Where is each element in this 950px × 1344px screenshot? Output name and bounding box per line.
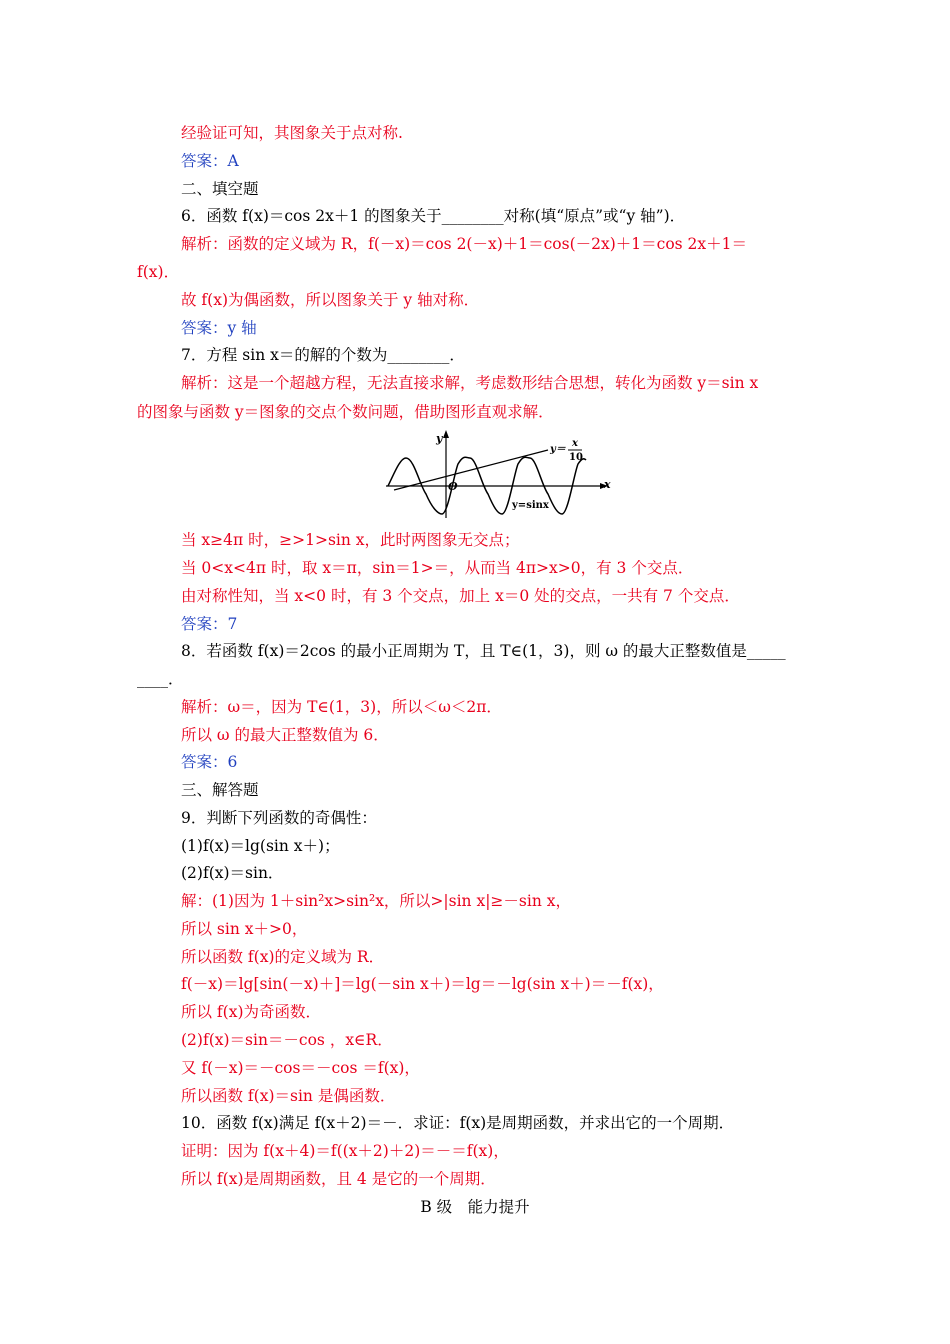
text-line: 的图象与函数 y＝图象的交点个数问题，借助图形直观求解． <box>137 403 554 421</box>
section-title: B 级 能力提升 <box>420 1198 530 1216</box>
question-10: 10．函数 f(x)满足 f(x＋2)＝－．求证：f(x)是周期函数，并求出它的一个周期． <box>181 1114 735 1132</box>
text-line: 所以 f(x)为奇函数． <box>181 1003 322 1021</box>
text-line: f(x)． <box>137 263 180 281</box>
answer-label: 答案：6 <box>181 753 238 771</box>
sine-label: y=sinx <box>512 500 549 511</box>
sine-line-figure <box>380 428 620 520</box>
text-line: 经验证可知，其图象关于点对称. <box>181 124 403 142</box>
section-heading: 三、解答题 <box>181 781 259 799</box>
line-label-denominator: 10 <box>569 452 583 463</box>
question-7: 7．方程 sin x＝的解的个数为________． <box>181 346 465 364</box>
text-line: 又 f(－x)＝－cos＝－cos ＝f(x)， <box>181 1059 420 1077</box>
question-8: 8．若函数 f(x)＝2cos 的最小正周期为 T，且 T∈(1，3)，则 ω 的最大正整数值是_____ <box>181 642 786 660</box>
text-line: (1)f(x)＝lg(sin x＋)； <box>181 837 340 855</box>
answer-label: 答案：y 轴 <box>181 319 257 337</box>
y-axis-arrow-icon <box>443 430 449 438</box>
text-line: 由对称性知，当 x<0 时，有 3 个交点，加上 x＝0 处的交点，一共有 7 个交点． <box>181 587 740 605</box>
text-line: 当 0<x<4π 时，取 x＝π，sin＝1>＝，从而当 4π>x>0，有 3 个交点． <box>181 559 694 577</box>
text-line: 所以 sin x＋>0， <box>181 920 308 938</box>
text-line: f(－x)＝lg[sin(－x)＋]＝lg(－sin x＋)＝lg＝－lg(sin x＋)＝－f(x)， <box>181 975 664 993</box>
text-line: (2)f(x)＝sin＝－cos ，x∈R． <box>181 1031 393 1049</box>
text-line: 当 x≥4π 时，≥>1>sin x，此时两图象无交点； <box>181 531 520 549</box>
answer-label: 答案：A <box>181 152 239 170</box>
text-line: 所以 ω 的最大正整数值为 6． <box>181 726 389 744</box>
text-line: 所以 f(x)是周期函数，且 4 是它的一个周期． <box>181 1170 496 1188</box>
text-line: 解析：这是一个超越方程，无法直接求解，考虑数形结合思想，转化为函数 y＝sin x <box>181 374 759 392</box>
text-line: 所以函数 f(x)＝sin 是偶函数． <box>181 1087 396 1105</box>
text-line: 故 f(x)为偶函数，所以图象关于 y 轴对称． <box>181 291 480 309</box>
line-label-numerator: x <box>572 438 578 449</box>
line-label: y＝ <box>550 444 566 455</box>
answer-label: 答案：7 <box>181 615 238 633</box>
text-line: 证明：因为 f(x＋4)＝f((x＋2)＋2)＝－＝f(x)， <box>181 1142 509 1160</box>
text-line: 解析：函数的定义域为 R，f(－x)＝cos 2(－x)＋1＝cos(－2x)＋1＝cos 2x＋1＝ <box>181 235 748 253</box>
text-line: (2)f(x)＝sin． <box>181 864 284 882</box>
text-line: 解：(1)因为 1＋sin²x>sin²x，所以>|sin x|≥－sin x， <box>181 892 571 910</box>
origin-label: O <box>448 480 458 493</box>
y-axis-label: y <box>436 432 443 445</box>
text-line: 解析：ω＝，因为 T∈(1，3)，所以＜ω＜2π． <box>181 698 502 716</box>
question-9: 9．判断下列函数的奇偶性： <box>181 809 377 827</box>
line-y-x-over-10 <box>394 450 548 490</box>
text-line: 所以函数 f(x)的定义域为 R． <box>181 948 385 966</box>
section-heading: 二、填空题 <box>181 180 259 198</box>
x-axis-label: x <box>604 478 611 491</box>
text-line: ____． <box>137 670 184 688</box>
question-6: 6．函数 f(x)＝cos 2x＋1 的图象关于________对称(填“原点”或“y 轴”)． <box>181 207 686 225</box>
